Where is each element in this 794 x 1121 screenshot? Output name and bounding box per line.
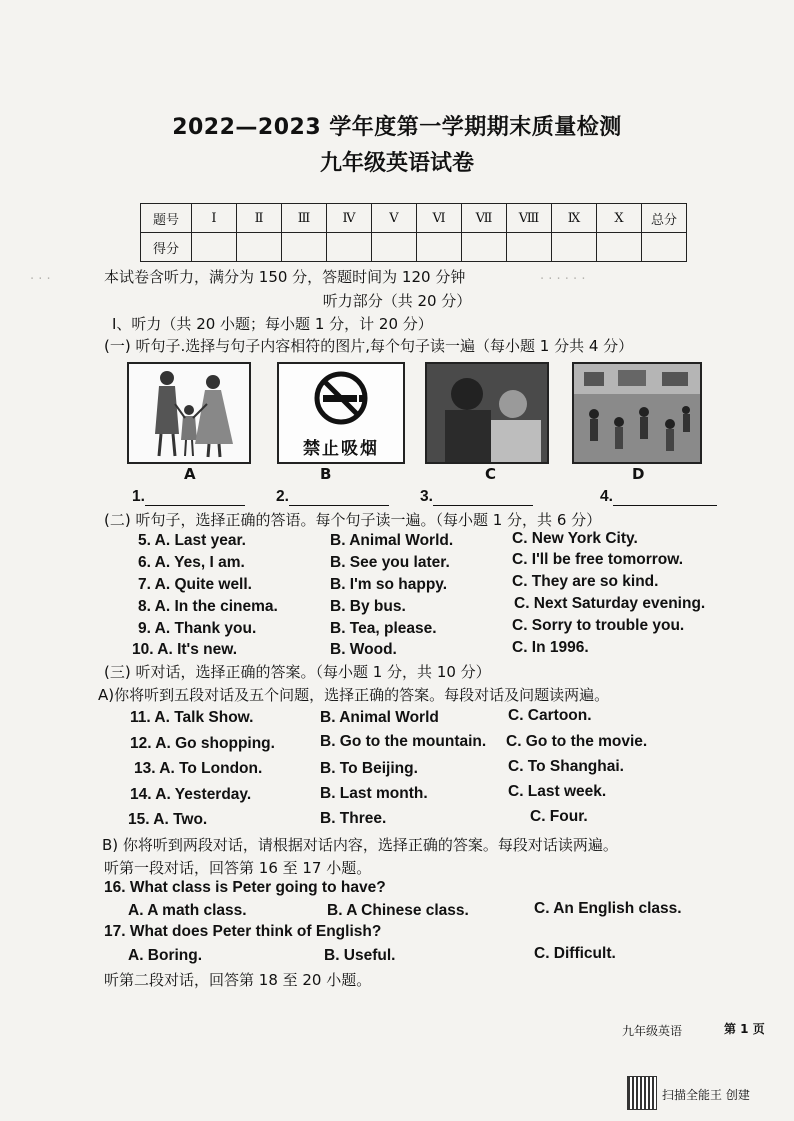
part1-instruction: (一) 听句子.选择与句子内容相符的图片,每个句子读一遍（每小题 1 分共 4 分） — [104, 337, 634, 355]
q5-option-a[interactable]: 5. A. Last year. — [138, 532, 246, 549]
score-table-col: Ⅱ — [237, 204, 282, 233]
part2-instruction: (二) 听句子，选择正确的答语。每个句子读一遍。（每小题 1 分，共 6 分） — [104, 511, 602, 529]
q16-option-c[interactable]: C. An English class. — [534, 900, 682, 917]
q7-option-b[interactable]: B. I'm so happy. — [330, 576, 448, 593]
blank-number: 3. — [420, 488, 433, 505]
score-cell[interactable] — [597, 233, 642, 262]
q10-option-b[interactable]: B. Wood. — [330, 641, 397, 658]
exam-subtitle: 九年级英语试卷 — [319, 151, 474, 176]
scanner-watermark: 扫描全能王 创建 — [662, 1088, 750, 1102]
q15-option-c[interactable]: C. Four. — [530, 808, 588, 825]
q10-option-a[interactable]: 10. A. It's new. — [132, 641, 238, 658]
score-table-col: Ⅵ — [417, 204, 462, 233]
score-table-col: I — [192, 204, 237, 233]
part3-instruction: (三) 听对话，选择正确的答案。（每小题 1 分，共 10 分） — [104, 663, 491, 681]
score-cell[interactable] — [507, 233, 552, 262]
answer-blank-2[interactable] — [276, 488, 389, 506]
crowd-street-photo-icon — [574, 364, 700, 462]
picture-label-b: B — [320, 465, 332, 483]
q9-option-b[interactable]: B. Tea, please. — [330, 620, 437, 637]
q15-option-a[interactable]: 15. A. Two. — [128, 811, 208, 828]
score-cell[interactable] — [552, 233, 597, 262]
score-table-col-total: 总分 — [642, 204, 687, 233]
picture-a-family — [127, 362, 251, 464]
score-table-col: V — [372, 204, 417, 233]
footer-subject: 九年级英语 — [622, 1024, 683, 1038]
q6-option-c[interactable]: C. I'll be free tomorrow. — [512, 551, 684, 568]
q11-option-c[interactable]: C. Cartoon. — [508, 707, 592, 724]
scanner-logo-icon — [627, 1076, 657, 1110]
part3-sub-b: B) 你将听到两段对话，请根据对话内容，选择正确的答案。每段对话读两遍。 — [102, 836, 618, 854]
q5-option-c[interactable]: C. New York City. — [512, 530, 638, 547]
blank-line[interactable] — [613, 491, 717, 506]
score-table-col: Ⅲ — [282, 204, 327, 233]
section-title: Ⅰ、听力（共 20 小题；每小题 1 分，计 20 分） — [112, 315, 433, 333]
picture-label-a: A — [184, 465, 196, 483]
q10-option-c[interactable]: C. In 1996. — [512, 639, 589, 656]
picture-b-no-smoking — [277, 362, 405, 464]
score-table-col: Ⅶ — [462, 204, 507, 233]
family-walking-icon — [129, 364, 249, 462]
no-smoking-sign-text: 禁止吸烟 — [303, 439, 379, 459]
dialog1-heading: 听第一段对话，回答第 16 至 17 小题。 — [104, 859, 372, 877]
q7-option-c[interactable]: C. They are so kind. — [512, 573, 659, 590]
q16-question: 16. What class is Peter going to have? — [104, 879, 386, 896]
score-table-col: Ⅷ — [507, 204, 552, 233]
answer-blank-1[interactable] — [132, 488, 245, 506]
q17-question: 17. What does Peter think of English? — [104, 923, 382, 940]
dialog2-heading: 听第二段对话，回答第 18 至 20 小题。 — [104, 971, 372, 989]
q5-option-b[interactable]: B. Animal World. — [330, 532, 454, 549]
score-cell[interactable] — [462, 233, 507, 262]
score-cell[interactable] — [237, 233, 282, 262]
blank-line[interactable] — [289, 491, 389, 506]
q7-option-a[interactable]: 7. A. Quite well. — [138, 576, 252, 593]
blank-number: 2. — [276, 488, 289, 505]
score-cell[interactable] — [282, 233, 327, 262]
q11-option-b[interactable]: B. Animal World — [320, 709, 439, 726]
q16-option-a[interactable]: A. A math class. — [128, 902, 247, 919]
q8-option-a[interactable]: 8. A. In the cinema. — [138, 598, 278, 615]
answer-blank-4[interactable] — [600, 488, 717, 506]
picture-label-d: D — [632, 465, 645, 483]
q17-option-c[interactable]: C. Difficult. — [534, 945, 616, 962]
score-cell[interactable] — [192, 233, 237, 262]
score-cell[interactable] — [417, 233, 462, 262]
score-cell[interactable] — [642, 233, 687, 262]
score-table-col: Ⅳ — [327, 204, 372, 233]
picture-label-c: C — [485, 465, 497, 483]
exam-note: 本试卷含听力，满分为 150 分，答题时间为 120 分钟 — [104, 268, 466, 286]
q6-option-a[interactable]: 6. A. Yes, I am. — [138, 554, 245, 571]
q8-option-b[interactable]: B. By bus. — [330, 598, 406, 615]
q6-option-b[interactable]: B. See you later. — [330, 554, 450, 571]
blank-number: 4. — [600, 488, 613, 505]
q12-option-a[interactable]: 12. A. Go shopping. — [130, 735, 275, 752]
answer-blank-3[interactable] — [420, 488, 533, 506]
q8-option-c[interactable]: C. Next Saturday evening. — [514, 595, 706, 612]
q9-option-a[interactable]: 9. A. Thank you. — [138, 620, 257, 637]
q14-option-b[interactable]: B. Last month. — [320, 785, 428, 802]
exam-title: 2022—2023 学年度第一学期期末质量检测 — [172, 115, 622, 140]
q17-option-b[interactable]: B. Useful. — [324, 947, 396, 964]
score-table-col: X — [597, 204, 642, 233]
q12-option-c[interactable]: C. Go to the movie. — [506, 733, 648, 750]
score-table-row-label: 题号 — [141, 204, 192, 233]
q9-option-c[interactable]: C. Sorry to trouble you. — [512, 617, 685, 634]
blank-number: 1. — [132, 488, 145, 505]
score-table-score-row — [141, 233, 687, 262]
blank-line[interactable] — [433, 491, 533, 506]
score-cell[interactable] — [327, 233, 372, 262]
score-table-header-row — [141, 204, 687, 233]
score-table-row-label: 得分 — [141, 233, 192, 262]
footer-page: 第 1 页 — [724, 1022, 765, 1036]
q13-option-b[interactable]: B. To Beijing. — [320, 760, 418, 777]
q13-option-c[interactable]: C. To Shanghai. — [508, 758, 624, 775]
q16-option-b[interactable]: B. A Chinese class. — [327, 902, 469, 919]
part3-sub-a: A)你将听到五段对话及五个问题，选择正确的答案。每段对话及问题读两遍。 — [98, 686, 610, 704]
score-cell[interactable] — [372, 233, 417, 262]
q15-option-b[interactable]: B. Three. — [320, 810, 387, 827]
q14-option-c[interactable]: C. Last week. — [508, 783, 607, 800]
q11-option-a[interactable]: 11. A. Talk Show. — [130, 709, 254, 726]
q17-option-a[interactable]: A. Boring. — [128, 947, 203, 964]
show-through-text: · · · · · · — [540, 272, 586, 287]
blank-line[interactable] — [145, 491, 245, 506]
q12-option-b[interactable]: B. Go to the mountain. — [320, 733, 487, 750]
picture-d-crowd — [572, 362, 702, 464]
show-through-text: · · · — [30, 272, 51, 287]
q13-option-a[interactable]: 13. A. To London. — [134, 760, 263, 777]
picture-c-photo — [425, 362, 549, 464]
score-table — [140, 203, 687, 262]
score-table-col: Ⅸ — [552, 204, 597, 233]
two-people-photo-icon — [427, 364, 547, 462]
listening-heading: 听力部分（共 20 分） — [322, 292, 472, 310]
q14-option-a[interactable]: 14. A. Yesterday. — [130, 786, 252, 803]
